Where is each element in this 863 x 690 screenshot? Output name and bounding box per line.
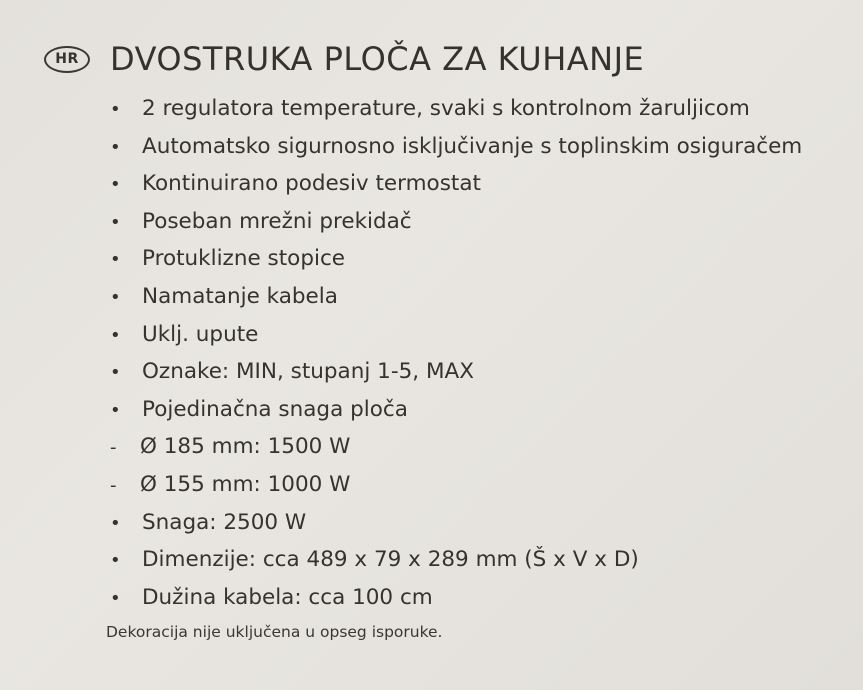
list-item-text: Poseban mrežni prekidač (142, 208, 412, 234)
list-item (110, 240, 802, 278)
language-badge: HR (44, 46, 90, 73)
bullet-marker: • (110, 399, 121, 421)
list-item (110, 165, 802, 203)
bullet-marker: • (110, 362, 121, 384)
bullet-marker: • (110, 512, 121, 534)
list-item-text: Ø 185 mm: 1500 W (140, 434, 351, 460)
bullet-marker: • (110, 99, 121, 120)
list-item-text: Namatanje kabela (142, 283, 338, 309)
list-item (110, 353, 802, 391)
bullet-marker: • (110, 249, 121, 271)
list-item-text: Kontinuirano podesiv termostat (142, 171, 481, 197)
list-item (110, 316, 802, 354)
bullet-marker: • (110, 550, 121, 572)
list-item (110, 504, 802, 542)
sub-list-item (110, 466, 802, 504)
list-item (110, 391, 802, 429)
list-item-text: Dimenzije: cca 489 x 79 x 289 mm (Š x V x D) (142, 547, 639, 573)
bullet-marker: • (110, 174, 121, 196)
list-item-text: Uklj. upute (142, 321, 259, 347)
feature-list (110, 90, 802, 616)
list-item (110, 579, 802, 617)
bullet-marker: • (110, 324, 121, 346)
list-item-text: Pojedinačna snaga ploča (142, 396, 408, 422)
list-item (110, 278, 802, 316)
list-item-text: Snaga: 2500 W (142, 509, 307, 535)
list-item-text: 2 regulatora temperature, svaki s kontrolnom žaruljicom (142, 96, 750, 121)
list-item-text: Protuklizne stopice (142, 246, 345, 272)
list-item (110, 128, 802, 166)
bullet-marker: • (110, 286, 121, 308)
page-title: DVOSTRUKA PLOČA ZA KUHANJE (110, 40, 645, 78)
list-item (110, 203, 802, 241)
list-item-text: Dužina kabela: cca 100 cm (142, 584, 433, 610)
heading (44, 40, 644, 78)
sub-list-item (110, 428, 802, 466)
list-item-text: Automatsko sigurnosno isključivanje s toplinskim osiguračem (142, 133, 803, 159)
bullet-marker: • (110, 136, 121, 158)
bullet-marker: • (110, 587, 121, 609)
footnote: Dekoracija nije uključena u opseg isporuke. (106, 623, 443, 641)
list-item-text: Ø 155 mm: 1000 W (140, 471, 351, 497)
list-item (110, 541, 802, 579)
dash-marker: - (110, 474, 117, 496)
list-item (110, 90, 802, 128)
list-item-text: Oznake: MIN, stupanj 1-5, MAX (142, 359, 474, 385)
bullet-marker: • (110, 211, 121, 233)
dash-marker: - (110, 437, 117, 459)
